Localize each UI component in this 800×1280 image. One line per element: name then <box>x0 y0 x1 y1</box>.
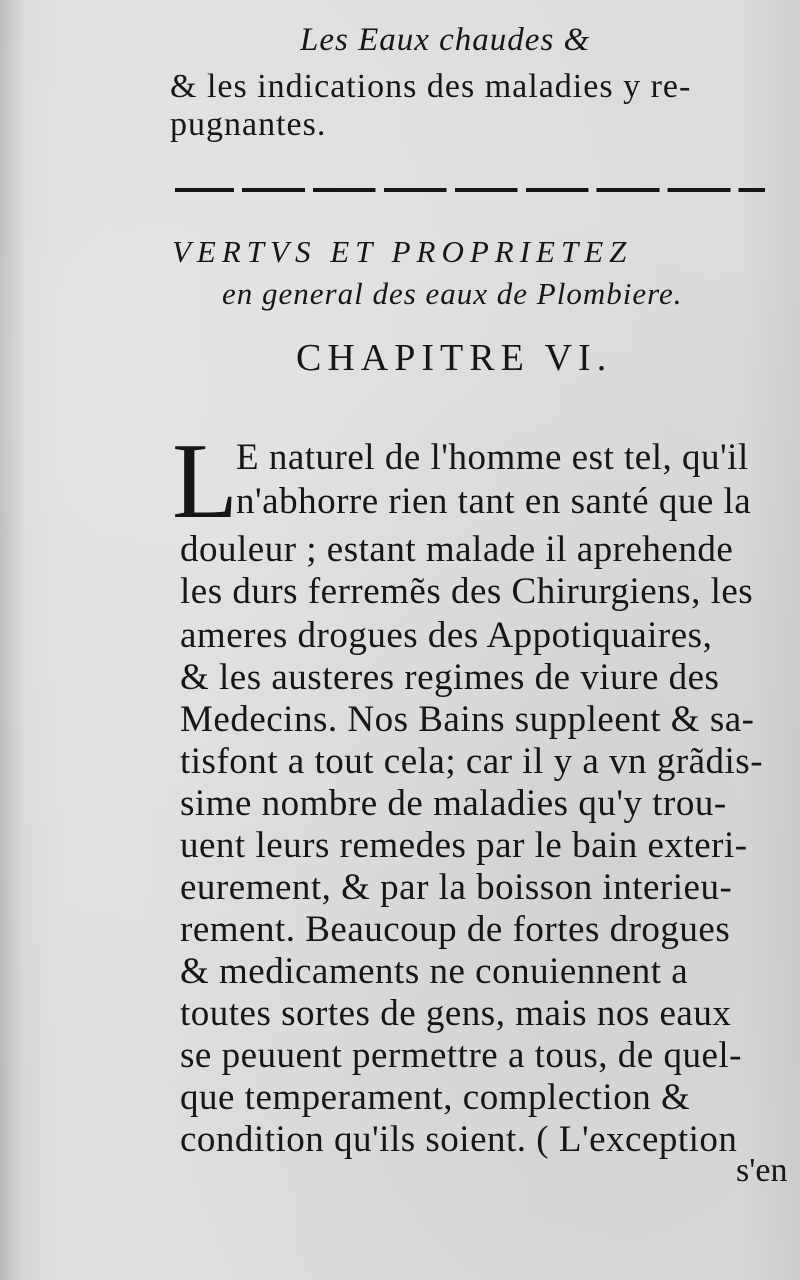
intro-line-2: pugnantes. <box>170 106 327 143</box>
body-line: tisfont a tout cela; car il y a vn grãdis- <box>180 741 764 782</box>
section-divider-rule <box>175 188 765 192</box>
body-line: n'abhorre rien tant en santé que la <box>236 481 752 522</box>
body-line: toutes sortes de gens, mais nos eaux <box>180 993 732 1034</box>
body-line: que temperament, complection & <box>180 1077 691 1118</box>
body-line: sime nombre de maladies qu'y trou- <box>180 783 727 824</box>
body-line: douleur ; estant malade il aprehende <box>180 529 734 570</box>
body-line: & medicaments ne conuiennent a <box>180 951 689 992</box>
body-line: Medecins. Nos Bains suppleent & sa- <box>180 699 755 740</box>
section-title-line-2: en general des eaux de Plombiere. <box>222 276 683 311</box>
body-line: E naturel de l'homme est tel, qu'il <box>236 437 749 478</box>
body-line: se peuuent permettre a tous, de quel- <box>180 1035 742 1076</box>
body-line: les durs ferremẽs des Chirurgiens, les <box>180 571 754 612</box>
chapter-heading: CHAPITRE VI. <box>296 337 613 379</box>
body-line: eurement, & par la boisson interieu- <box>180 867 733 908</box>
body-line: rement. Beaucoup de fortes drogues <box>180 909 731 950</box>
intro-line-1: & les indications des maladies y re- <box>170 68 692 105</box>
body-line: ameres drogues des Appotiquaires, <box>180 615 713 656</box>
running-head: Les Eaux chaudes & <box>300 22 591 58</box>
catchword: s'en <box>736 1152 788 1189</box>
section-title-line-1: VERTVS ET PROPRIETEZ <box>172 234 633 269</box>
body-line: condition qu'ils soient. ( L'exception <box>180 1119 738 1160</box>
body-line: & les austeres regimes de viure des <box>180 657 720 698</box>
drop-cap: L <box>172 422 238 541</box>
body-line: uent leurs remedes par le bain exteri- <box>180 825 748 866</box>
